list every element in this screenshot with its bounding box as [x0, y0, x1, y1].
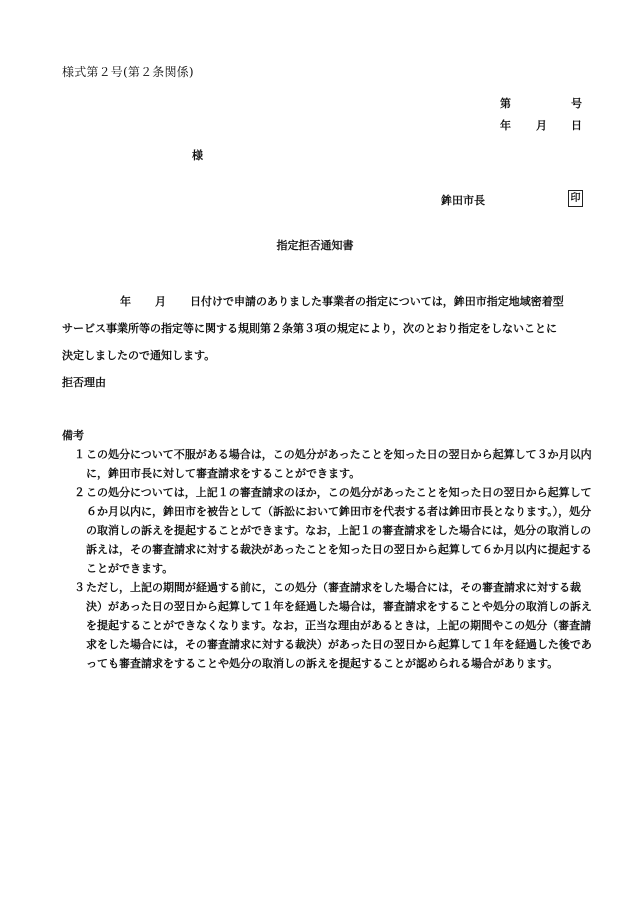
reason-label: 拒否理由: [62, 376, 106, 389]
addressee-suffix: 様: [192, 149, 203, 162]
note-item: [62, 445, 592, 483]
date-month-label: 月: [536, 119, 547, 132]
issuer-name: 鉾田市長: [441, 194, 485, 207]
body-line2-text: サービス事業所等の指定等に関する規則第２条第３項の規定により，次のとおり指定をしないことに: [62, 322, 557, 335]
note-item: [62, 483, 592, 578]
note-number: １: [74, 448, 85, 461]
body-line3-text: 決定しましたので通知します。: [62, 349, 216, 362]
note-text: ただし，上記の期間が経過する前に，この処分（審査請求をした場合には，その審査請求に対する裁決）があった日の翌日から起算して１年を経過した場合は，審査請求をすることや処分の取消しの訴えを提起することができなくなります。なお，正当な理由があるときは，上記の期間やこの処分（審査請求をした場合には，その審査請求に対する裁決）があった日の翌日から起算して１年を経過した後であっても審査請求をすることや処分の取消しの訴えを提起することが認められる場合があります。: [86, 581, 592, 670]
note-number: ３: [74, 581, 85, 594]
note-number: ２: [74, 486, 85, 499]
date-day-label: 日: [571, 119, 582, 132]
note-item: [62, 578, 592, 673]
note-text: この処分について不服がある場合は，この処分があったことを知った日の翌日から起算して３か月以内に，鉾田市長に対して審査請求をすることができます。: [86, 448, 592, 480]
form-number: 様式第２号(第２条関係): [62, 65, 194, 79]
body-date-year: 年: [120, 295, 131, 308]
date-year-label: 年: [500, 119, 511, 132]
document-title: 指定拒否通知書: [276, 239, 354, 252]
body-date-month: 月: [155, 295, 166, 308]
notice-body: [62, 288, 586, 396]
note-text: この処分については，上記１の審査請求のほか，この処分があったことを知った日の翌日から起算して６か月以内に，鉾田市を被告として（訴訟において鉾田市を代表する者は鉾田市長となります。），処分の取消しの訴えを提起することができます。なお，上記１の審査請求をした場合には，処分の取消しの訴えは，その審査請求に対する裁決があったことを知った日の翌日から起算して６か月以内に提起することができます。: [86, 486, 592, 575]
notes-heading: 備考: [62, 429, 84, 442]
number-prefix: 第: [500, 97, 511, 110]
seal-mark: 印: [568, 190, 583, 207]
body-line1-text: 日付けで申請のありました事業者の指定については，鉾田市指定地域密着型: [190, 295, 564, 308]
number-suffix: 号: [571, 97, 582, 110]
notes-section: [62, 427, 592, 673]
